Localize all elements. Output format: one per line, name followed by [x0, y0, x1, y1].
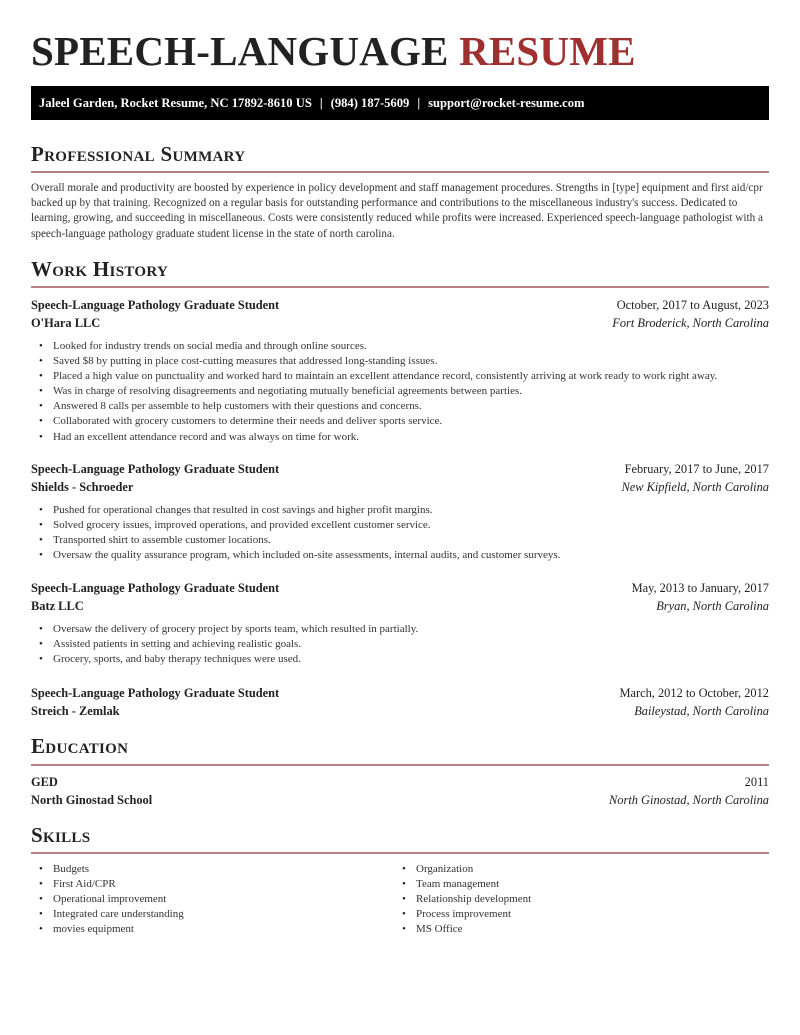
list-item: • Grocery, sports, and baby therapy techniques were used. [53, 652, 769, 667]
job-company-row [31, 478, 769, 496]
section-heading-work-history: Work History [31, 257, 169, 281]
job-title: Speech-Language Pathology Graduate Student [31, 297, 280, 312]
skill-item: • Budgets [53, 862, 393, 877]
skill-item: • MS Office [416, 922, 756, 937]
job-dates: March, 2012 to October, 2012 [619, 685, 769, 700]
summary-text: Overall morale and productivity are boosted by experience in policy development and staff management procedures. Strengths in [type] equipment and first aid/cpr backed up by that training. Recognized on a regular basis for outstanding performance and contributions to the miscellaneous industry's success. Dedicated to learning, growing, and succeeding in miscellaneous. Costs were consistently reduced while profits were increased. Experienced speech-language pathologist with a speech-language pathology graduate student license in the state of north carolina. [31, 182, 763, 240]
resume-title [31, 28, 636, 74]
list-item: • Oversaw the delivery of grocery project by sports team, which resulted in partially. [53, 622, 769, 637]
section-divider [31, 852, 769, 854]
contact-separator: | [319, 96, 323, 110]
section-divider [31, 171, 769, 173]
skill-item: • Integrated care understanding [53, 907, 393, 922]
list-item: • Was in charge of resolving disagreements and negotiating mutually beneficial agreements between parties. [53, 384, 769, 399]
job-title-row [31, 684, 769, 702]
list-item: • Collaborated with grocery customers to determine their needs and deliver sports service. [53, 414, 769, 429]
education-school: North Ginostad School [31, 792, 153, 807]
job-title: Speech-Language Pathology Graduate Student [31, 461, 280, 476]
job-company-row [31, 314, 769, 332]
job-company-row [31, 597, 769, 615]
education-year: 2011 [744, 774, 769, 789]
skills-list-right [416, 862, 756, 937]
list-item: • Had an excellent attendance record and was always on time for work. [53, 430, 769, 445]
list-item: • Pushed for operational changes that resulted in cost savings and higher profit margins. [53, 503, 769, 518]
list-item: • Answered 8 calls per assemble to help customers with their questions and concerns. [53, 399, 769, 414]
list-item: • Placed a high value on punctuality and worked hard to maintain an excellent attendance record, consistently arriving at work ready to work right away. [53, 369, 769, 384]
job-bullet-list [53, 622, 769, 667]
job-company: Batz LLC [31, 598, 84, 613]
list-item: • Transported shirt to assemble customer locations. [53, 533, 769, 548]
job-location: Baileystad, North Carolina [634, 703, 769, 718]
job-dates: October, 2017 to August, 2023 [616, 297, 769, 312]
skill-item: • Organization [416, 862, 756, 877]
title-main: SPEECH-LANGUAGE [31, 28, 449, 74]
job-location: Bryan, North Carolina [656, 598, 769, 613]
skills-list-left [53, 862, 393, 937]
job-title-row [31, 579, 769, 597]
title-accent: RESUME [459, 28, 636, 74]
job-title-row [31, 296, 769, 314]
contact-separator: | [417, 96, 421, 110]
job-company: O'Hara LLC [31, 315, 101, 330]
skill-item: • movies equipment [53, 922, 393, 937]
skill-item: • Operational improvement [53, 892, 393, 907]
section-heading-skills: Skills [31, 823, 91, 847]
contact-bar [31, 86, 769, 120]
list-item: • Assisted patients in setting and achieving realistic goals. [53, 637, 769, 652]
skill-item: • Team management [416, 877, 756, 892]
section-heading-education: Education [31, 734, 129, 758]
job-title-row [31, 460, 769, 478]
job-title: Speech-Language Pathology Graduate Student [31, 685, 280, 700]
job-company: Streich - Zemlak [31, 703, 120, 718]
job-title: Speech-Language Pathology Graduate Student [31, 580, 280, 595]
section-heading-summary: Professional Summary [31, 142, 246, 166]
list-item: • Oversaw the quality assurance program, which included on-site assessments, internal audits, and customer surveys. [53, 548, 769, 563]
section-divider [31, 286, 769, 288]
list-item: • Solved grocery issues, improved operations, and provided excellent customer service. [53, 518, 769, 533]
contact-address: Jaleel Garden, Rocket Resume, NC 17892-8610 US [39, 96, 312, 110]
job-dates: May, 2013 to January, 2017 [631, 580, 769, 595]
job-bullet-list [53, 339, 769, 445]
education-location: North Ginostad, North Carolina [609, 792, 769, 807]
skill-item: • Process improvement [416, 907, 756, 922]
skill-item: • First Aid/CPR [53, 877, 393, 892]
list-item: • Saved $8 by putting in place cost-cutting measures that addressed long-standing issues. [53, 354, 769, 369]
contact-phone: (984) 187-5609 [330, 96, 410, 110]
list-item: • Looked for industry trends on social media and through online sources. [53, 339, 769, 354]
job-bullet-list [53, 503, 769, 563]
skill-item: • Relationship development [416, 892, 756, 907]
education-degree: GED [31, 774, 58, 789]
education-school-row [31, 791, 769, 809]
contact-email: support@rocket-resume.com [428, 96, 585, 110]
job-location: Fort Broderick, North Carolina [612, 315, 769, 330]
section-divider [31, 764, 769, 766]
job-dates: February, 2017 to June, 2017 [624, 461, 769, 476]
job-company-row [31, 702, 769, 720]
job-company: Shields - Schroeder [31, 479, 134, 494]
job-location: New Kipfield, North Carolina [621, 479, 769, 494]
education-degree-row [31, 773, 769, 791]
